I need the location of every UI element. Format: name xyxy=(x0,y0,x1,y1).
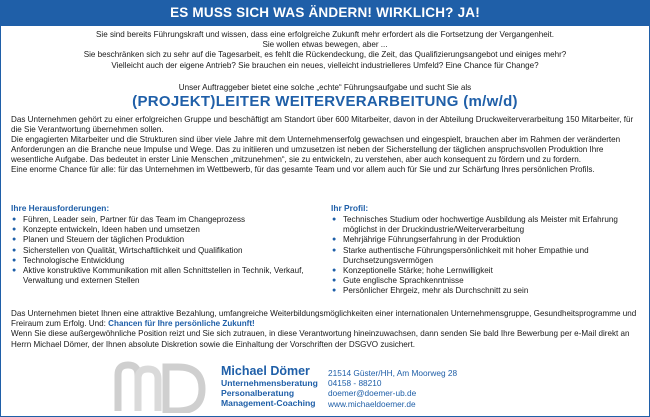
list-item: ● Konzepte entwickeln, Ideen haben und umsetzen xyxy=(11,225,311,235)
challenges-section xyxy=(11,203,311,286)
role-label: Personalberatung xyxy=(221,388,295,399)
list-item: ● Planen und Steuern der täglichen Produktion xyxy=(11,235,311,245)
contact-email-link[interactable]: doemer@doemer-ub.de xyxy=(328,388,417,399)
challenges-heading: Ihre Herausforderungen: xyxy=(11,203,110,213)
offer-highlight: Chancen für Ihre persönliche Zukunft! xyxy=(108,319,255,329)
list-item: ● Sicherstellen von Qualität, Wirtschaftlichkeit und Qualifikation xyxy=(11,246,311,256)
list-item: ● Technisches Studium oder hochwertige Ausbildung als Meister mit Erfahrung möglichst in der Druckindustrie/Weiterverarbeitung xyxy=(331,215,641,235)
intro-line: Sie beschränken sich zu sehr auf die Tagesarbeit, es fehlt die Rückendeckung, die Zeit, das Qualifizierungsangebot und einiges mehr? xyxy=(83,50,567,60)
profile-list xyxy=(331,215,641,297)
list-item: ● Aktive konstruktive Kommunikation mit allen Schnittstellen in Technik, Verkauf, Verwaltung und externen Stellen xyxy=(11,266,311,286)
offer-paragraph xyxy=(11,309,641,329)
intro-line: Sie wollen etwas bewegen, aber ... xyxy=(262,40,388,50)
application-paragraph: Wenn Sie diese außergewöhnliche Position reizt und Sie sich zutrauen, in diese Verantwortung hineinzuwachsen, dann senden Sie bald Ihre Bewerbung per e-Mail direkt an Herrn Michael Dömer, der Ihnen absolute Diskretion sowie die Einhaltung der Vorschriften der DSGVO zusichert. xyxy=(11,329,630,349)
body-paragraph: Die engagierten Mitarbeiter und die Strukturen sind über viele Jahre mit dem Unternehmenserfolg gewachsen und eingespielt, brauchen aber im Rahmen der veränderten Anforderungen an die Branche neue Impulse und Wege. Das zu initiieren und umzusetzen ist neben der Sicherstellung der täglichen anspruchsvollen Produktion Ihre wesentliche Aufgabe. Das bedeutet in erster Linie Menschen „mitzunehmen“, sie zu entwickeln, zu verstehen, aber auch konsequent zu fördern und zu fordern. xyxy=(11,135,621,165)
list-item: ● Persönlicher Ehrgeiz, mehr als Durchschnitt zu sein xyxy=(331,286,641,296)
lead-text: Unser Auftraggeber bietet eine solche „echte“ Führungsaufgabe und sucht Sie als xyxy=(178,83,472,92)
job-title: (PROJEKT)LEITER WEITERVERARBEITUNG (m/w/d) xyxy=(132,93,518,110)
role-label: Unternehmensberatung xyxy=(221,378,318,388)
offer-text: Das Unternehmen bietet Ihnen eine attraktive Bezahlung, umfangreiche Weiterbildungsmöglichkeiten einer internationalen Unternehmensgruppe, Gesundheitsprogramme und Freiraum zum Erfolg. Und: xyxy=(11,309,637,329)
intro-text xyxy=(10,30,640,71)
list-item: ● Technologische Entwicklung xyxy=(11,256,311,266)
contact-details xyxy=(328,368,457,409)
intro-line: Vielleicht auch der eigene Antrieb? Sie brauchen ein neues, vielleicht industrielleres Umfeld? Eine Chance für Change? xyxy=(111,60,539,70)
list-item: ● Mehrjährige Führungserfahrung in der Produktion xyxy=(331,235,641,245)
contact-roles xyxy=(221,378,318,409)
intro-line: Sie sind bereits Führungskraft und wissen, dass eine erfolgreiche Zukunft mehr erfordert als die Fortsetzung der Vergangenheit. xyxy=(96,30,554,39)
company-description xyxy=(11,115,641,176)
body-paragraph: Das Unternehmen gehört zu einer erfolgreichen Gruppe und beschäftigt am Standort über 600 Mitarbeiter, davon in der Abteilung Druckweiterverarbeitung 150 Mitarbeiter, für die Sie Verantwortung übernehmen sollen. xyxy=(11,115,634,135)
contact-website-link[interactable]: www.michaeldoemer.de xyxy=(328,398,416,409)
profile-heading: Ihr Profil: xyxy=(331,203,369,213)
contact-name: Michael Dömer xyxy=(221,364,310,378)
role-label: Management-Coaching xyxy=(221,398,316,409)
contact-address: 21514 Güster/HH, Am Moorweg 28 xyxy=(328,368,458,378)
headline-banner: ES MUSS SICH WAS ÄNDERN! WIRKLICH? JA! xyxy=(0,0,650,26)
body-paragraph: Eine enorme Chance für alle: für das Unternehmen im Wettbewerb, für das gesamte Team und vor allem auch für Sie und zur Schärfung Ihres persönlichen Profils. xyxy=(11,165,595,175)
consultant-logo-icon xyxy=(110,361,210,413)
list-item: ● Führen, Leader sein, Partner für das Team im Changeprozess xyxy=(11,215,311,225)
list-item: ● Gute englische Sprachkenntnisse xyxy=(331,276,641,286)
challenges-list xyxy=(11,215,311,286)
list-item: ● Konzeptionelle Stärke; hohe Lernwilligkeit xyxy=(331,266,641,276)
contact-phone[interactable]: 04158 - 88210 xyxy=(328,378,382,389)
closing-text xyxy=(11,309,641,350)
list-item: ● Starke authentische Führungspersönlichkeit mit hoher Empathie und Durchsetzungsvermögen xyxy=(331,246,641,266)
profile-section xyxy=(331,203,641,297)
